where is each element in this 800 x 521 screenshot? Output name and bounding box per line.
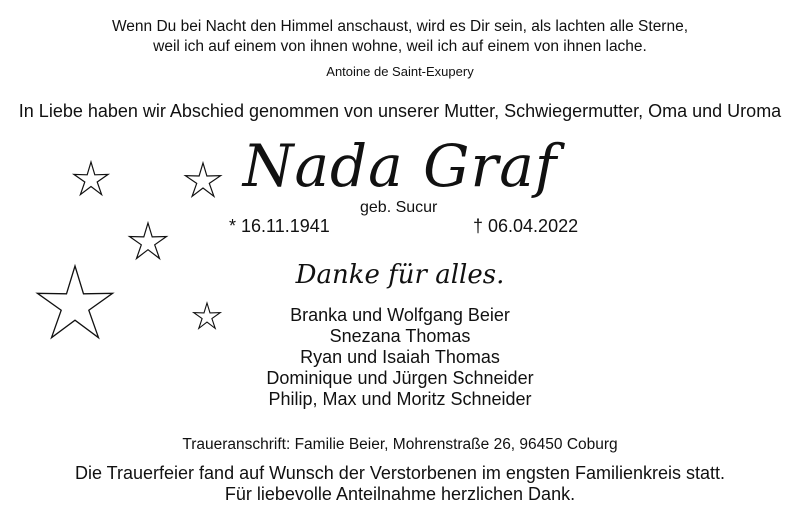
deceased-name: Nada Graf: [242, 132, 558, 200]
family-member: Dominique und Jürgen Schneider: [266, 368, 534, 388]
mourning-address: Traueranschrift: Familie Beier, Mohrenstraße 26, 96450 Coburg: [182, 436, 618, 453]
family-member: Branka und Wolfgang Beier: [290, 305, 510, 325]
birth-name: geb. Sucur: [360, 199, 438, 216]
quote-line-2: weil ich auf einem von ihnen wohne, weil ich auf einem von ihnen lache.: [153, 38, 647, 55]
closing-line-1: Die Trauerfeier fand auf Wunsch der Verstorbenen im engsten Familienkreis statt.: [75, 463, 725, 483]
quote-author: Antoine de Saint-Exupery: [326, 64, 474, 79]
thanks-text: Danke für alles.: [295, 260, 505, 290]
birth-date: * 16.11.1941: [229, 216, 330, 236]
family-member: Snezana Thomas: [329, 326, 471, 346]
closing-line-2: Für liebevolle Anteilnahme herzlichen Dank.: [224, 484, 576, 504]
intro-text: In Liebe haben wir Abschied genommen von unserer Mutter, Schwiegermutter, Oma und Uroma: [18, 101, 782, 121]
death-date: † 06.04.2022: [473, 216, 579, 236]
family-member: Philip, Max und Moritz Schneider: [268, 389, 532, 409]
star-icon: [130, 223, 167, 259]
family-member: Ryan und Isaiah Thomas: [300, 347, 500, 367]
quote-line-1: Wenn Du bei Nacht den Himmel anschaust, wird es Dir sein, als lachten alle Sterne,: [111, 18, 689, 35]
